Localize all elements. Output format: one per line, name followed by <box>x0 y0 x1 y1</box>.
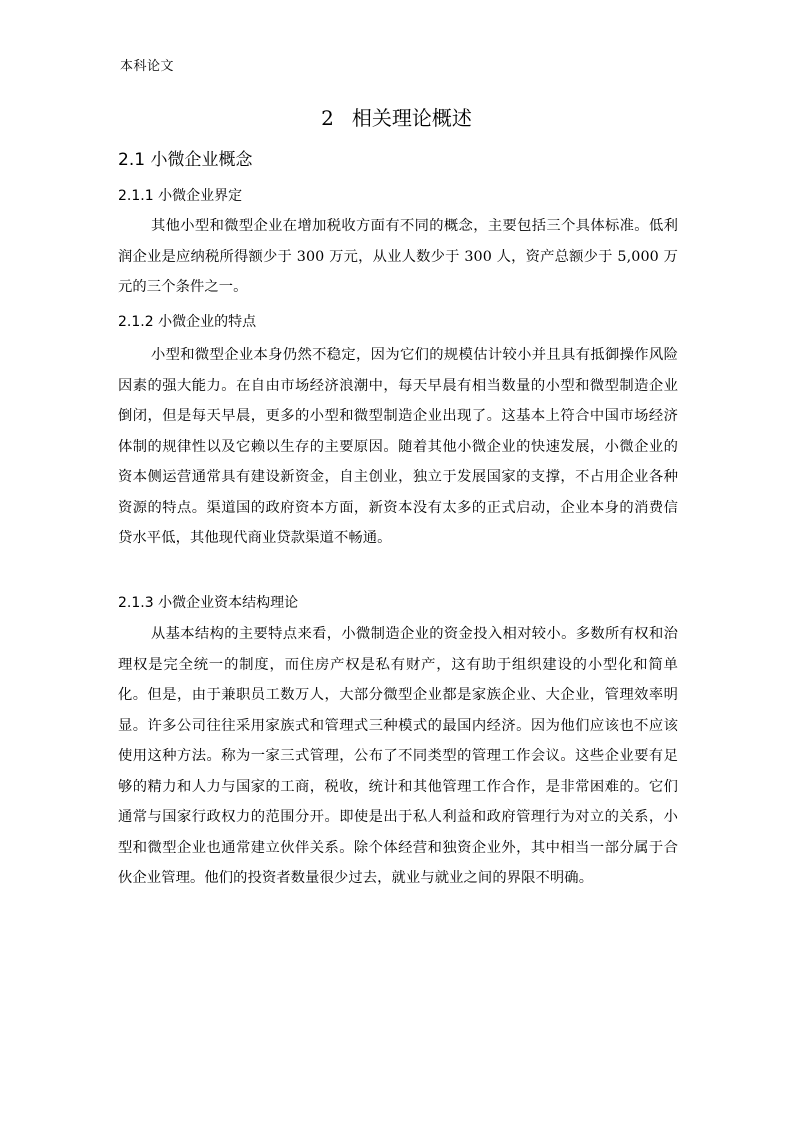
paragraph-capital-structure: 从基本结构的主要特点来看，小微制造企业的资金投入相对较小。多数所有权和治理权是完全统一的制度，而住房产权是私有财产，这有助于组织建设的小型化和简单化。但是，由于兼职员工数万人，大部分微型企业都是家族企业、大企业，管理效率明显。许多公司往往采用家族式和管理式三种模式的最国内经济。因为他们应该也不应该使用这种方法。称为一家三式管理，公布了不同类型的管理工作会议。这些企业要有足够的精力和人力与国家的工商，税收，统计和其他管理工作合作，是非常困难的。它们通常与国家行政权力的范围分开。即使是出于私人利益和政府管理行为对立的关系，小型和微型企业也通常建立伙伴关系。除个体经营和独资企业外，其中相当一部分属于合伙企业管理。他们的投资者数量很少过去，就业与就业之间的界限不明确。 <box>118 626 678 886</box>
subsection-title-characteristics: 2.1.2 小微企业的特点 <box>118 314 257 330</box>
subsection-title-definition: 2.1.1 小微企业界定 <box>118 188 243 204</box>
header-rule <box>118 82 675 83</box>
chapter-title <box>118 104 675 132</box>
paragraph-definition: 其他小型和微型企业在增加税收方面有不同的概念，主要包括三个具体标准。低利润企业是应纳税所得额少于 300 万元，从业人数少于 300 人，资产总额少于 5,000 万元的三个条件之一。 <box>118 218 678 295</box>
chapter-number: 2 <box>321 106 334 130</box>
paragraph-characteristics: 小型和微型企业本身仍然不稳定，因为它们的规模估计较小并且具有抵御操作风险因素的强大能力。在自由市场经济浪潮中，每天早晨有相当数量的小型和微型制造企业倒闭，但是每天早晨，更多的小型和微型制造企业出现了。这基本上符合中国市场经济体制的规律性以及它赖以生存的主要原因。随着其他小微企业的快速发展，小微企业的资本侧运营通常具有建设新资金，自主创业，独立于发展国家的支撑，不占用企业各种资源的特点。渠道国的政府资本方面，新资本没有太多的正式启动，企业本身的消费信贷水平低，其他现代商业贷款渠道不畅通。 <box>118 347 678 546</box>
section-title: 2.1 小微企业概念 <box>118 150 253 170</box>
subsection-title-capital-structure: 2.1.3 小微企业资本结构理论 <box>118 595 299 611</box>
chapter-title-text: 相关理论概述 <box>351 106 472 130</box>
running-header: 本科论文 <box>120 59 175 74</box>
